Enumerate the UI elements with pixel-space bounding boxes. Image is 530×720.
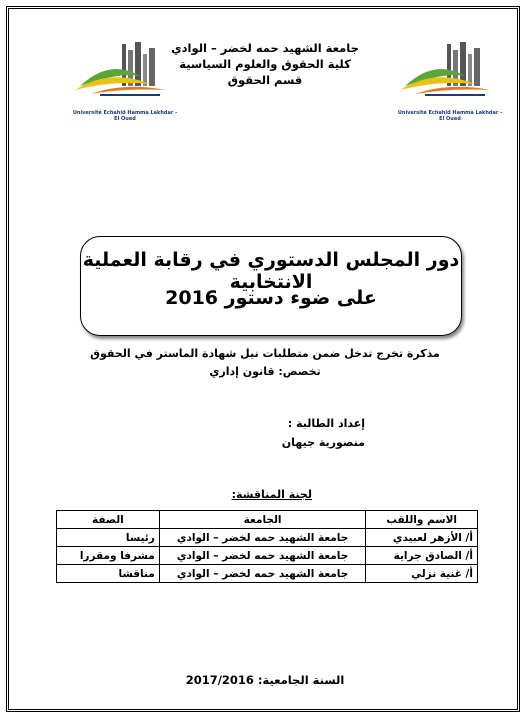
column-header-university: الجامعة: [159, 511, 366, 529]
header: [0, 20, 530, 122]
preparation-block: [282, 414, 365, 452]
faculty-name: كلية الحقوق والعلوم السياسية: [179, 57, 351, 71]
preparation-label: إعداد الطالبة :: [287, 417, 365, 430]
table-row: [57, 565, 478, 583]
logo-caption: Université Echahid Hamma Lakhdar - El Oued: [72, 110, 178, 122]
memo-specialty: تخصص: قانون إداري: [209, 365, 321, 378]
table-header-row: [57, 511, 478, 529]
table-row: [57, 547, 478, 565]
column-header-name: الاسم واللقب: [366, 511, 478, 529]
student-name: منصورية جيهان: [281, 436, 365, 449]
member-university: جامعة الشهيد حمه لخضر – الوادي: [159, 529, 366, 547]
university-logo-right: [395, 38, 505, 122]
member-university: جامعة الشهيد حمه لخضر – الوادي: [159, 547, 366, 565]
member-name: أ/ غنية نزلي: [366, 565, 478, 583]
thesis-title-line-1: دور المجلس الدستوري في رقابة العملية الانتخابية: [82, 249, 460, 293]
member-role: مناقشا: [57, 565, 160, 583]
thesis-title-box: [80, 236, 462, 336]
table-row: [57, 529, 478, 547]
university-name: جامعة الشهيد حمه لخضر – الوادي: [171, 41, 359, 55]
logo-caption: Université Echahid Hamma Lakhdar - El Oued: [397, 110, 503, 122]
institution-block: [150, 40, 380, 88]
member-university: جامعة الشهيد حمه لخضر – الوادي: [159, 565, 366, 583]
member-role: مشرفا ومقررا: [57, 547, 160, 565]
committee-table: [56, 510, 478, 583]
committee-heading: لجنة المناقشة:: [231, 488, 312, 501]
memo-description-block: [60, 345, 470, 381]
department-name: قسم الحقوق: [227, 73, 303, 87]
column-header-role: الصفة: [57, 511, 160, 529]
thesis-title-line-2: على ضوء دستور 2016: [165, 287, 377, 309]
academic-year: السنة الجامعية: 2017/2016: [185, 673, 345, 687]
member-role: رئيسا: [57, 529, 160, 547]
member-name: أ/ الأزهر لعبيدي: [366, 529, 478, 547]
member-name: أ/ الصادق جراية: [366, 547, 478, 565]
memo-description: مذكرة تخرج تدخل ضمن متطلبات نيل شهادة الماستر في الحقوق: [90, 347, 440, 360]
